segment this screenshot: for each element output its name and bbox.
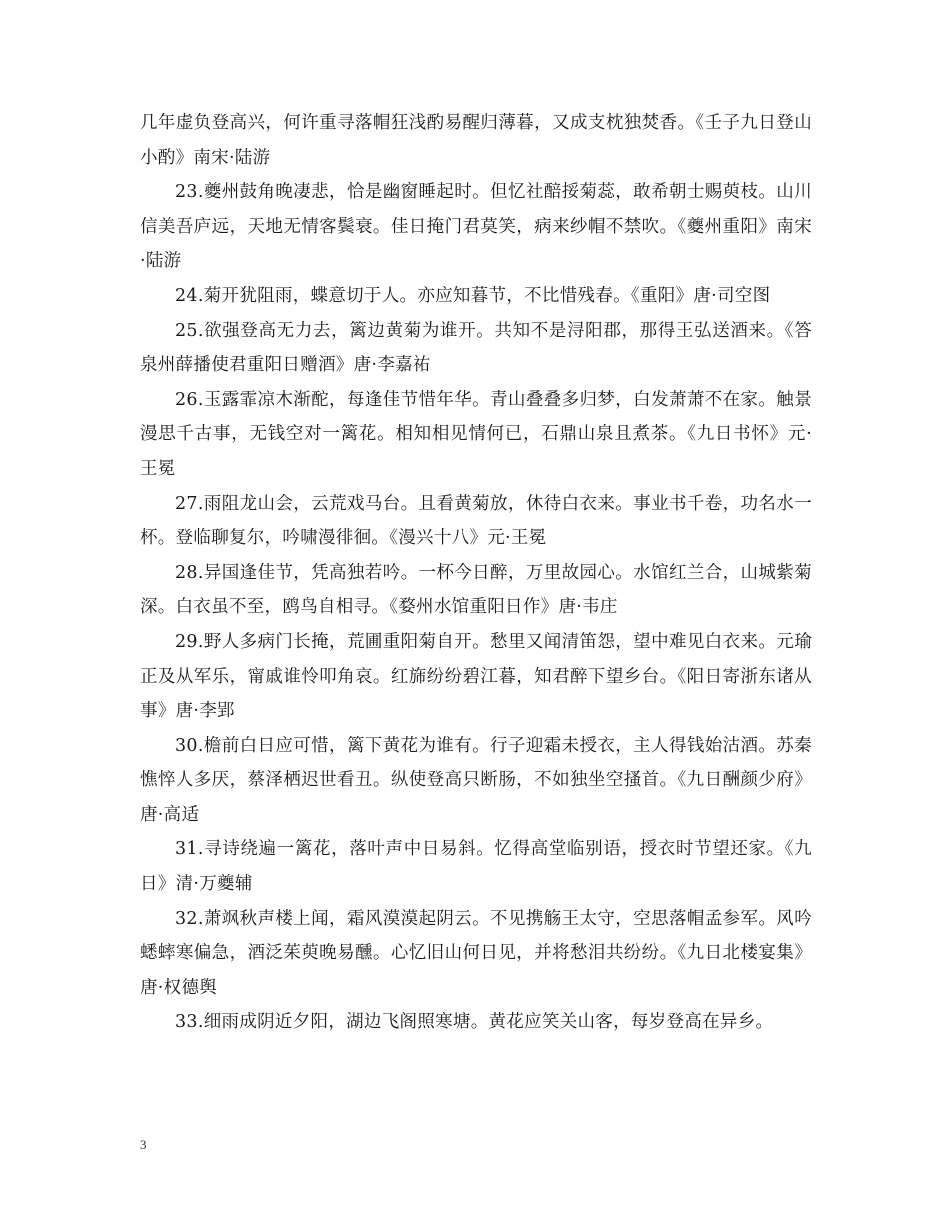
poem-paragraph-23: 23.夔州鼓角晚凄悲，恰是幽窗睡起时。但忆社醅挼菊蕊，敢希朝士赐萸枝。山川信美吾庐远，天地无情客鬓衰。佳日掩门君莫笑，病来纱帽不禁吹。《夔州重阳》南宋·陆游 — [140, 182, 812, 272]
poem-paragraph-continued: 几年虚负登高兴，何许重寻落帽狂浅酌易醒归薄暮，又成支枕独焚香。《壬子九日登山小酌》南宋·陆游 — [140, 113, 812, 168]
poem-paragraph-31: 31.寻诗绕遍一篱花，落叶声中日易斜。忆得高堂临别语，授衣时节望还家。《九日》清·万夔辅 — [140, 839, 812, 895]
poem-paragraph-24: 24.菊开犹阻雨，蝶意切于人。亦应知暮节，不比惜残春。《重阳》唐·司空图 — [175, 285, 771, 306]
poem-paragraph-29: 29.野人多病门长掩，荒圃重阳菊自开。愁里又闻清笛怨，望中难见白衣来。元瑜正及从军乐，甯戚谁怜叩角哀。红旆纷纷碧江暮，知君醉下望乡台。《阳日寄浙东诸从事》唐·李郢 — [140, 631, 812, 722]
poem-paragraph-28: 28.异国逢佳节，凭高独若吟。一杯今日醉，万里故园心。水馆红兰合，山城紫菊深。白衣虽不至，鸥鸟自相寻。《婺州水馆重阳日作》唐·韦庄 — [140, 562, 812, 618]
poem-paragraph-32: 32.萧飒秋声楼上闻，霜风漠漠起阴云。不见携觞王太守，空思落帽孟参军。风吟蟋蟀寒偏急，酒泛茱萸晚易醺。心忆旧山何日见，并将愁泪共纷纷。《九日北楼宴集》唐·权德舆 — [140, 908, 812, 998]
page-number: 3 — [140, 1137, 147, 1152]
poem-paragraph-33: 33.细雨成阴近夕阳，湖边飞阁照寒塘。黄花应笑关山客，每岁登高在异乡。 — [175, 1012, 774, 1033]
poem-paragraph-26: 26.玉露霏凉木渐酡，每逢佳节惜年华。青山叠叠多归梦，白发萧萧不在家。触景漫思千古事，无钱空对一篱花。相知相见情何已，石鼎山泉且煮茶。《九日书怀》元·王冕 — [140, 389, 812, 479]
poem-paragraph-27: 27.雨阻龙山会，云荒戏马台。且看黄菊放，休待白衣来。事业书千卷，功名水一杯。登临聊复尔，吟啸漫徘徊。《漫兴十八》元·王冕 — [140, 493, 812, 549]
document-body — [140, 106, 812, 1106]
poem-paragraph-25: 25.欲强登高无力去，篱边黄菊为谁开。共知不是浔阳郡，那得王弘送酒来。《答泉州薛播使君重阳日赠酒》唐·李嘉祐 — [140, 320, 812, 376]
poem-paragraph-30: 30.檐前白日应可惜，篱下黄花为谁有。行子迎霜未授衣，主人得钱始沽酒。苏秦憔悴人多厌，蔡泽栖迟世看丑。纵使登高只断肠，不如独坐空搔首。《九日酬颜少府》唐·高适 — [140, 735, 812, 825]
